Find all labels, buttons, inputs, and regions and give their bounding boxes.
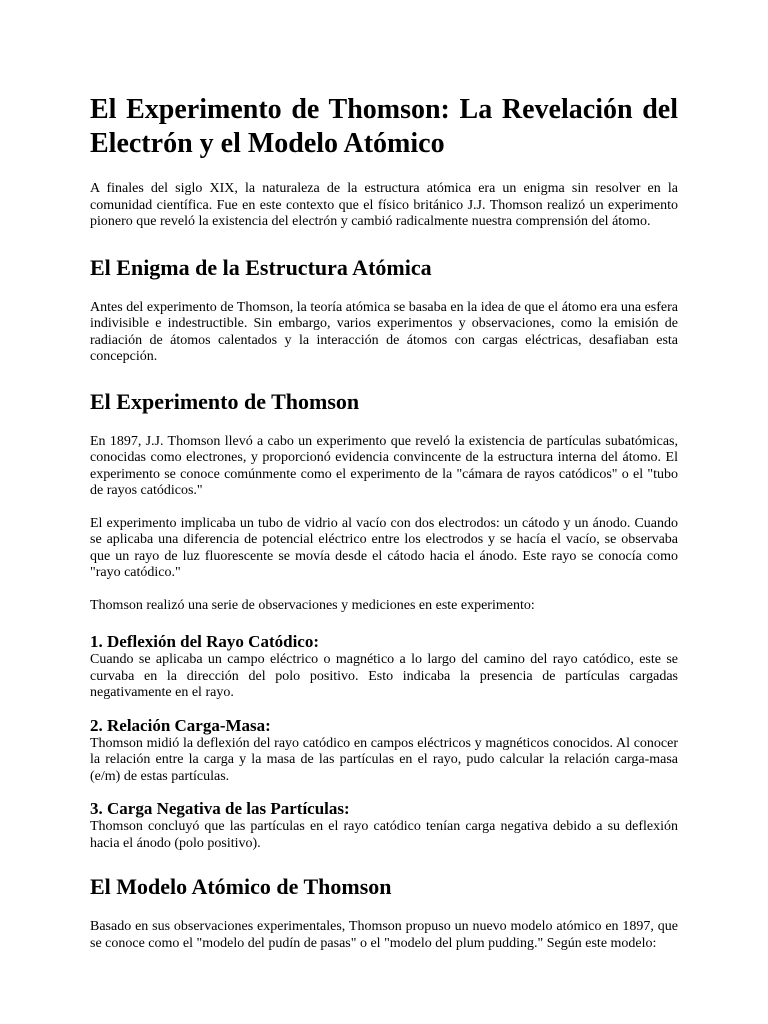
- model-paragraph: Basado en sus observaciones experimentales, Thomson propuso un nuevo modelo atómico en 1897, que se conoce como el "modelo del pudín de pasas" o el "modelo del plum pudding." Según este modelo:: [90, 919, 678, 951]
- subsection-text-carga-negativa: Thomson concluyó que las partículas en el rayo catódico tenían carga negativa debido a su deflexión hacia el ánodo (polo positivo).: [90, 819, 678, 851]
- section-paragraph-enigma: Antes del experimento de Thomson, la teoría atómica se basaba en la idea de que el átomo era una esfera indivisible e indestructible. Sin embargo, varios experimentos y observaciones, como la emisión de radiación de átomos calentados y la interacción de átomos con cargas eléctricas, desafiaban esta concepción.: [90, 299, 678, 364]
- experiment-paragraph-2: El experimento implicaba un tubo de vidrio al vacío con dos electrodos: un cátodo y un ánodo. Cuando se aplicaba una diferencia de potencial eléctrico entre los electrodos y se hacía el vacío, se observaba que un rayo de luz fluorescente se movía desde el cátodo hacia el ánodo. Este rayo se conocía como "rayo catódico.": [90, 515, 678, 580]
- subsection-text-carga-masa: Thomson midió la deflexión del rayo catódico en campos eléctricos y magnéticos conocidos. Al conocer la relación entre la carga y la masa de las partículas en el rayo, pudo calcular la relación carga-masa (e/m) de estas partículas.: [90, 735, 678, 784]
- section-heading-enigma: El Enigma de la Estructura Atómica: [90, 254, 432, 280]
- document-title: El Experimento de Thomson: La Revelación del Electrón y el Modelo Atómico: [90, 94, 678, 159]
- subsection-text-deflexion: Cuando se aplicaba un campo eléctrico o magnético a lo largo del camino del rayo catódico, este se curvaba en la dirección del polo positivo. Esto indicaba la presencia de partículas cargadas negativamente en el rayo.: [90, 652, 678, 700]
- section-heading-experiment: El Experimento de Thomson: [90, 388, 360, 414]
- section-heading-model: El Modelo Atómico de Thomson: [90, 874, 392, 899]
- intro-paragraph: A finales del siglo XIX, la naturaleza de la estructura atómica era un enigma sin resolver en la comunidad científica. Fue en este contexto que el físico británico J.J. Thomson realizó un experimento pionero que reveló la existencia del electrón y cambió radicalmente nuestra comprensión del átomo.: [90, 181, 678, 229]
- experiment-paragraph-1: En 1897, J.J. Thomson llevó a cabo un experimento que reveló la existencia de partículas subatómicas, conocidas como electrones, y proporcionó evidencia convincente de la estructura interna del átomo. El experimento se conoce comúnmente como el experimento de la "cámara de rayos catódicos" o el "tubo de rayos catódicos.": [90, 433, 678, 498]
- subsection-heading-carga-masa: 2. Relación Carga-Masa:: [90, 715, 271, 735]
- experiment-paragraph-3: Thomson realizó una serie de observaciones y mediciones en este experimento:: [90, 597, 535, 613]
- subsection-heading-deflexion: 1. Deflexión del Rayo Catódico:: [90, 632, 320, 651]
- subsection-heading-carga-negativa: 3. Carga Negativa de las Partículas:: [90, 799, 350, 818]
